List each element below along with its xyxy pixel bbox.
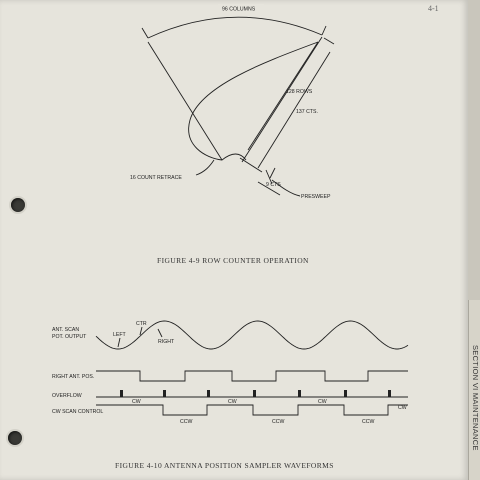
overflow-pulse <box>163 390 166 397</box>
retrace-label: 16 COUNT RETRACE <box>130 175 182 181</box>
presweep-label: PRESWEEP <box>301 194 331 200</box>
scan-label-line1: ANT. SCAN <box>52 327 80 333</box>
overflow-label: OVERFLOW <box>52 393 82 399</box>
direction-label: CCW <box>180 419 193 425</box>
section-tab-label: SECTION VI MAINTENANCE <box>471 345 480 451</box>
retrace-leader <box>196 160 214 175</box>
overflow-pulse <box>298 390 301 397</box>
figure-4-9-caption: FIGURE 4-9 ROW COUNTER OPERATION <box>157 256 309 265</box>
columns-arc <box>148 17 322 38</box>
cw-scan-label: CW SCAN CONTROL <box>52 409 104 415</box>
overflow-pulse <box>388 390 391 397</box>
counts-tick-top <box>324 38 334 44</box>
cw-scan-waveform <box>96 405 408 415</box>
direction-labels <box>132 399 407 425</box>
right-leader <box>158 329 162 337</box>
counts-dimension <box>258 52 330 168</box>
right-pos-label: RIGHT ANT. POS. <box>52 374 95 380</box>
counts-label: 137 CTS. <box>296 109 318 115</box>
left-annotation: LEFT <box>113 332 126 338</box>
overflow-pulse <box>120 390 123 397</box>
right-annotation: RIGHT <box>158 339 175 345</box>
rows-dimension <box>248 42 318 150</box>
rows-label: 128 ROWS <box>286 89 313 95</box>
figure-4-10-caption: FIGURE 4-10 ANTENNA POSITION SAMPLER WAVEFORMS <box>115 461 334 470</box>
overflow-waveform <box>96 390 408 397</box>
sector-left-edge <box>148 42 222 160</box>
section-tab <box>468 300 480 480</box>
overflow-pulse <box>253 390 256 397</box>
columns-label: 96 COLUMNS <box>222 6 256 13</box>
overflow-pulse <box>207 390 210 397</box>
nine-counts-arrow <box>270 168 275 178</box>
direction-label: CCW <box>272 419 285 425</box>
columns-tick-right <box>322 26 326 35</box>
page-number: 4-1 <box>428 4 439 13</box>
antenna-sampler-waveforms <box>0 305 468 455</box>
overflow-pulse <box>344 390 347 397</box>
direction-label: CW <box>228 399 237 405</box>
bottom-tick-1 <box>240 158 262 172</box>
direction-label: CW <box>132 399 141 405</box>
direction-label: CW <box>398 405 407 411</box>
scan-label-line2: POT. OUTPUT <box>52 334 87 340</box>
nine-counts-label: 9 CTS <box>266 182 281 188</box>
ctr-annotation: CTR <box>136 321 147 327</box>
direction-label: CCW <box>362 419 375 425</box>
direction-label: CW <box>318 399 327 405</box>
left-leader <box>118 338 120 347</box>
columns-tick-left <box>142 28 148 38</box>
ctr-leader <box>140 327 142 335</box>
right-pos-waveform <box>96 371 408 381</box>
